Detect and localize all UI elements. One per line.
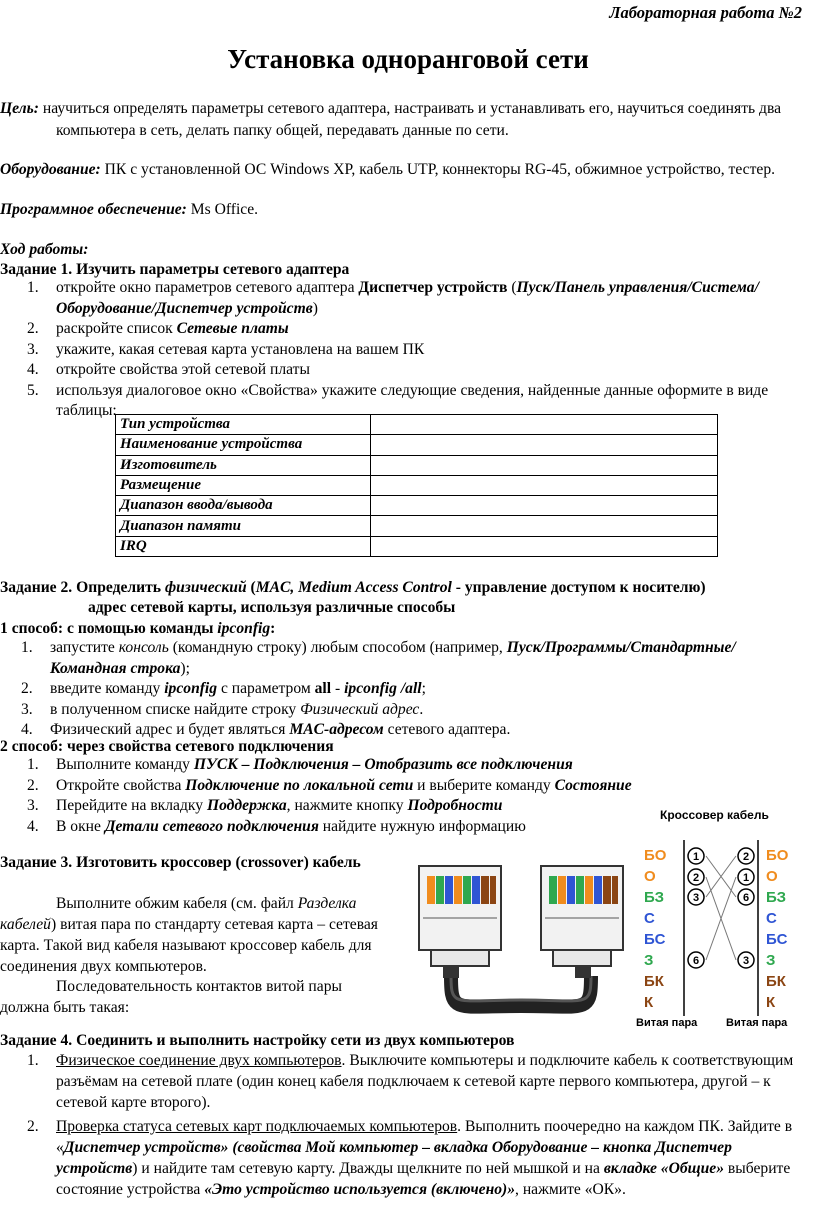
table-row xyxy=(116,475,718,495)
task4-title: Задание 4. Соединить и выполнить настройку сети из двух компьютеров xyxy=(0,1032,515,1049)
list-item: 3. в полученном списке найдите строку Физический адрес. xyxy=(21,700,424,718)
right-color-labels xyxy=(766,845,796,1013)
pin-label: БС xyxy=(644,931,666,948)
table-cell: Диапазон ввода/вывода xyxy=(116,496,371,516)
table-cell-empty[interactable] xyxy=(371,516,718,536)
list-item: 5. используя диалоговое окно «Свойства» укажите следующие сведения, найденные данные оформите в виде таблицы: xyxy=(27,381,769,419)
pin-number: 2 xyxy=(692,872,700,884)
way2-list xyxy=(0,755,800,837)
pin-label: З xyxy=(644,952,654,969)
figure-title: Кроссовер кабель xyxy=(660,808,769,822)
list-item: 1. Выполните команду ПУСК – Подключения – Отобразить все подключения xyxy=(27,756,573,773)
cable-illustration xyxy=(415,856,627,1016)
table-cell-empty[interactable] xyxy=(371,475,718,495)
table-cell: Изготовитель xyxy=(116,455,371,475)
task3-title: Задание 3. Изготовить кроссовер (crossover) кабель xyxy=(0,854,361,871)
pin-label: О xyxy=(766,868,778,885)
table-cell: Наименование устройства xyxy=(116,435,371,455)
software-paragraph xyxy=(0,199,800,221)
list-item: 3. укажите, какая сетевая карта установлена на вашем ПК xyxy=(27,340,425,358)
task1-title: Задание 1. Изучить параметры сетевого адаптера xyxy=(0,261,350,278)
list-item: 1. откройте окно параметров сетевого адаптера Диспетчер устройств (Пуск/Панель управления/Система/Оборудование/Диспетчер устройств) xyxy=(27,279,759,317)
goal-text: научиться определять параметры сетевого адаптера, настраивать и устанавливать его, научиться соединять два компьютера в сеть, делать папку общей, передавать данные по сети. xyxy=(38,100,782,139)
pin-number: 6 xyxy=(692,955,700,967)
list-item: 4. откройте свойства этой сетевой платы xyxy=(27,361,310,378)
task2-title-cont: адрес сетевой карты, используя различные способы xyxy=(88,599,456,616)
table-cell: Тип устройства xyxy=(116,415,371,435)
task2-title: Задание 2. Определить физический (MAC, Medium Access Control - управление доступом к носителю) xyxy=(0,579,706,596)
way2-heading: 2 способ: через свойства сетевого подключения xyxy=(0,738,334,755)
list-item: 4. Физический адрес и будет являться MAC-адресом сетевого адаптера. xyxy=(21,721,511,738)
pin-number: 1 xyxy=(742,872,750,884)
list-item: 1. Физическое соединение двух компьютеров. Выключите компьютеры и подключите кабель к соответствующим разъёмам на сетевой плате (один конец кабеля подключаем к сетевой карте первого компьютера, другой – к сетевой карте второго). xyxy=(27,1052,794,1111)
list-item: 4. В окне Детали сетевого подключения найдите нужную информацию xyxy=(27,817,526,835)
lab-number: Лабораторная работа №2 xyxy=(609,3,802,22)
table-row xyxy=(116,455,718,475)
pin-label: БЗ xyxy=(766,889,786,906)
table-cell: IRQ xyxy=(116,536,371,556)
caption-left: Витая пара xyxy=(636,1017,698,1029)
table-cell-empty[interactable] xyxy=(371,536,718,556)
table-cell: Диапазон памяти xyxy=(116,516,371,536)
list-item: 2. Откройте свойства Подключение по локальной сети и выберите команду Состояние xyxy=(27,776,632,794)
task1-list xyxy=(0,278,800,422)
task4-list xyxy=(0,1050,800,1200)
pin-label: К xyxy=(766,994,776,1011)
pin-label: БО xyxy=(766,847,789,864)
pin-label: БЗ xyxy=(644,889,664,906)
table-row xyxy=(116,415,718,435)
table-row xyxy=(116,496,718,516)
goal-label: Цель: xyxy=(0,100,39,117)
pin-number: 2 xyxy=(742,851,750,863)
pin-label: О xyxy=(644,868,656,885)
pin-number: 6 xyxy=(742,892,750,904)
caption-right: Витая пара xyxy=(726,1017,788,1029)
pin-label: БО xyxy=(644,847,667,864)
pin-label: З xyxy=(766,952,776,969)
list-item: 2. введите команду ipconfig с параметром all - ipconfig /all; xyxy=(21,680,426,697)
parameters-table xyxy=(115,414,718,557)
table-row xyxy=(116,435,718,455)
software-label: Программное обеспечение: xyxy=(0,201,187,218)
pin-label: С xyxy=(766,910,777,927)
pin-label: БС xyxy=(766,931,788,948)
table-cell: Размещение xyxy=(116,475,371,495)
software-text: Ms Office. xyxy=(186,201,259,218)
pin-number: 1 xyxy=(692,851,700,863)
crossover-diagram xyxy=(676,838,766,1018)
table-cell-empty[interactable] xyxy=(371,455,718,475)
list-item: 2. Проверка статуса сетевых карт подключаемых компьютеров. Выполнить поочередно на каждом ПК. Зайдите в «Диспетчер устройств» (свойства Мой компьютер – вкладка Оборудование – кнопка Диспетчер устройств) и найдите там сетевую карту. Дважды щелкните по ней мышкой и на вкладке «Общие» выберите состояние устройства «Это устройство используется (включено)», нажмите «ОК». xyxy=(27,1118,793,1198)
table-row xyxy=(116,536,718,556)
way1-list xyxy=(0,638,800,741)
equipment-paragraph xyxy=(0,159,816,181)
way1-heading: 1 способ: с помощью команды ipconfig: xyxy=(0,620,276,637)
table-cell-empty[interactable] xyxy=(371,415,718,435)
equipment-text: ПК с установленной ОС Windows XP, кабель UTP, коннекторы RG-45, обжимное устройство, тестер. xyxy=(100,161,776,178)
list-item: 1. запустите консоль (командную строку) любым способом (например, Пуск/Программы/Стандартные/Командная строка); xyxy=(21,639,736,677)
pin-label: БК xyxy=(766,973,786,990)
goal-paragraph xyxy=(0,98,816,142)
pin-number: 3 xyxy=(742,955,750,967)
pin-label: БК xyxy=(644,973,664,990)
task3-paragraph2: Последовательность контактов витой пары должна быть такая: xyxy=(0,978,342,1016)
list-item: 2. раскройте список Сетевые платы xyxy=(27,320,289,337)
progress-heading: Ход работы: xyxy=(0,241,89,258)
pin-label: С xyxy=(644,910,655,927)
table-cell-empty[interactable] xyxy=(371,496,718,516)
page-title: Установка одноранговой сети xyxy=(227,44,589,74)
table-row xyxy=(116,516,718,536)
task3-paragraph1: Выполните обжим кабеля (см. файл Разделка кабелей) витая пара по стандарту сетевая карта – сетевая карта. Такой вид кабеля называют кроссовер кабель для соединения двух компьютеров. xyxy=(0,895,378,975)
list-item: 3. Перейдите на вкладку Поддержка, нажмите кнопку Подробности xyxy=(27,797,503,814)
pin-label: К xyxy=(644,994,654,1011)
table-cell-empty[interactable] xyxy=(371,435,718,455)
left-color-labels xyxy=(644,845,674,1013)
pin-number: 3 xyxy=(692,892,700,904)
equipment-label: Оборудование: xyxy=(0,161,101,178)
